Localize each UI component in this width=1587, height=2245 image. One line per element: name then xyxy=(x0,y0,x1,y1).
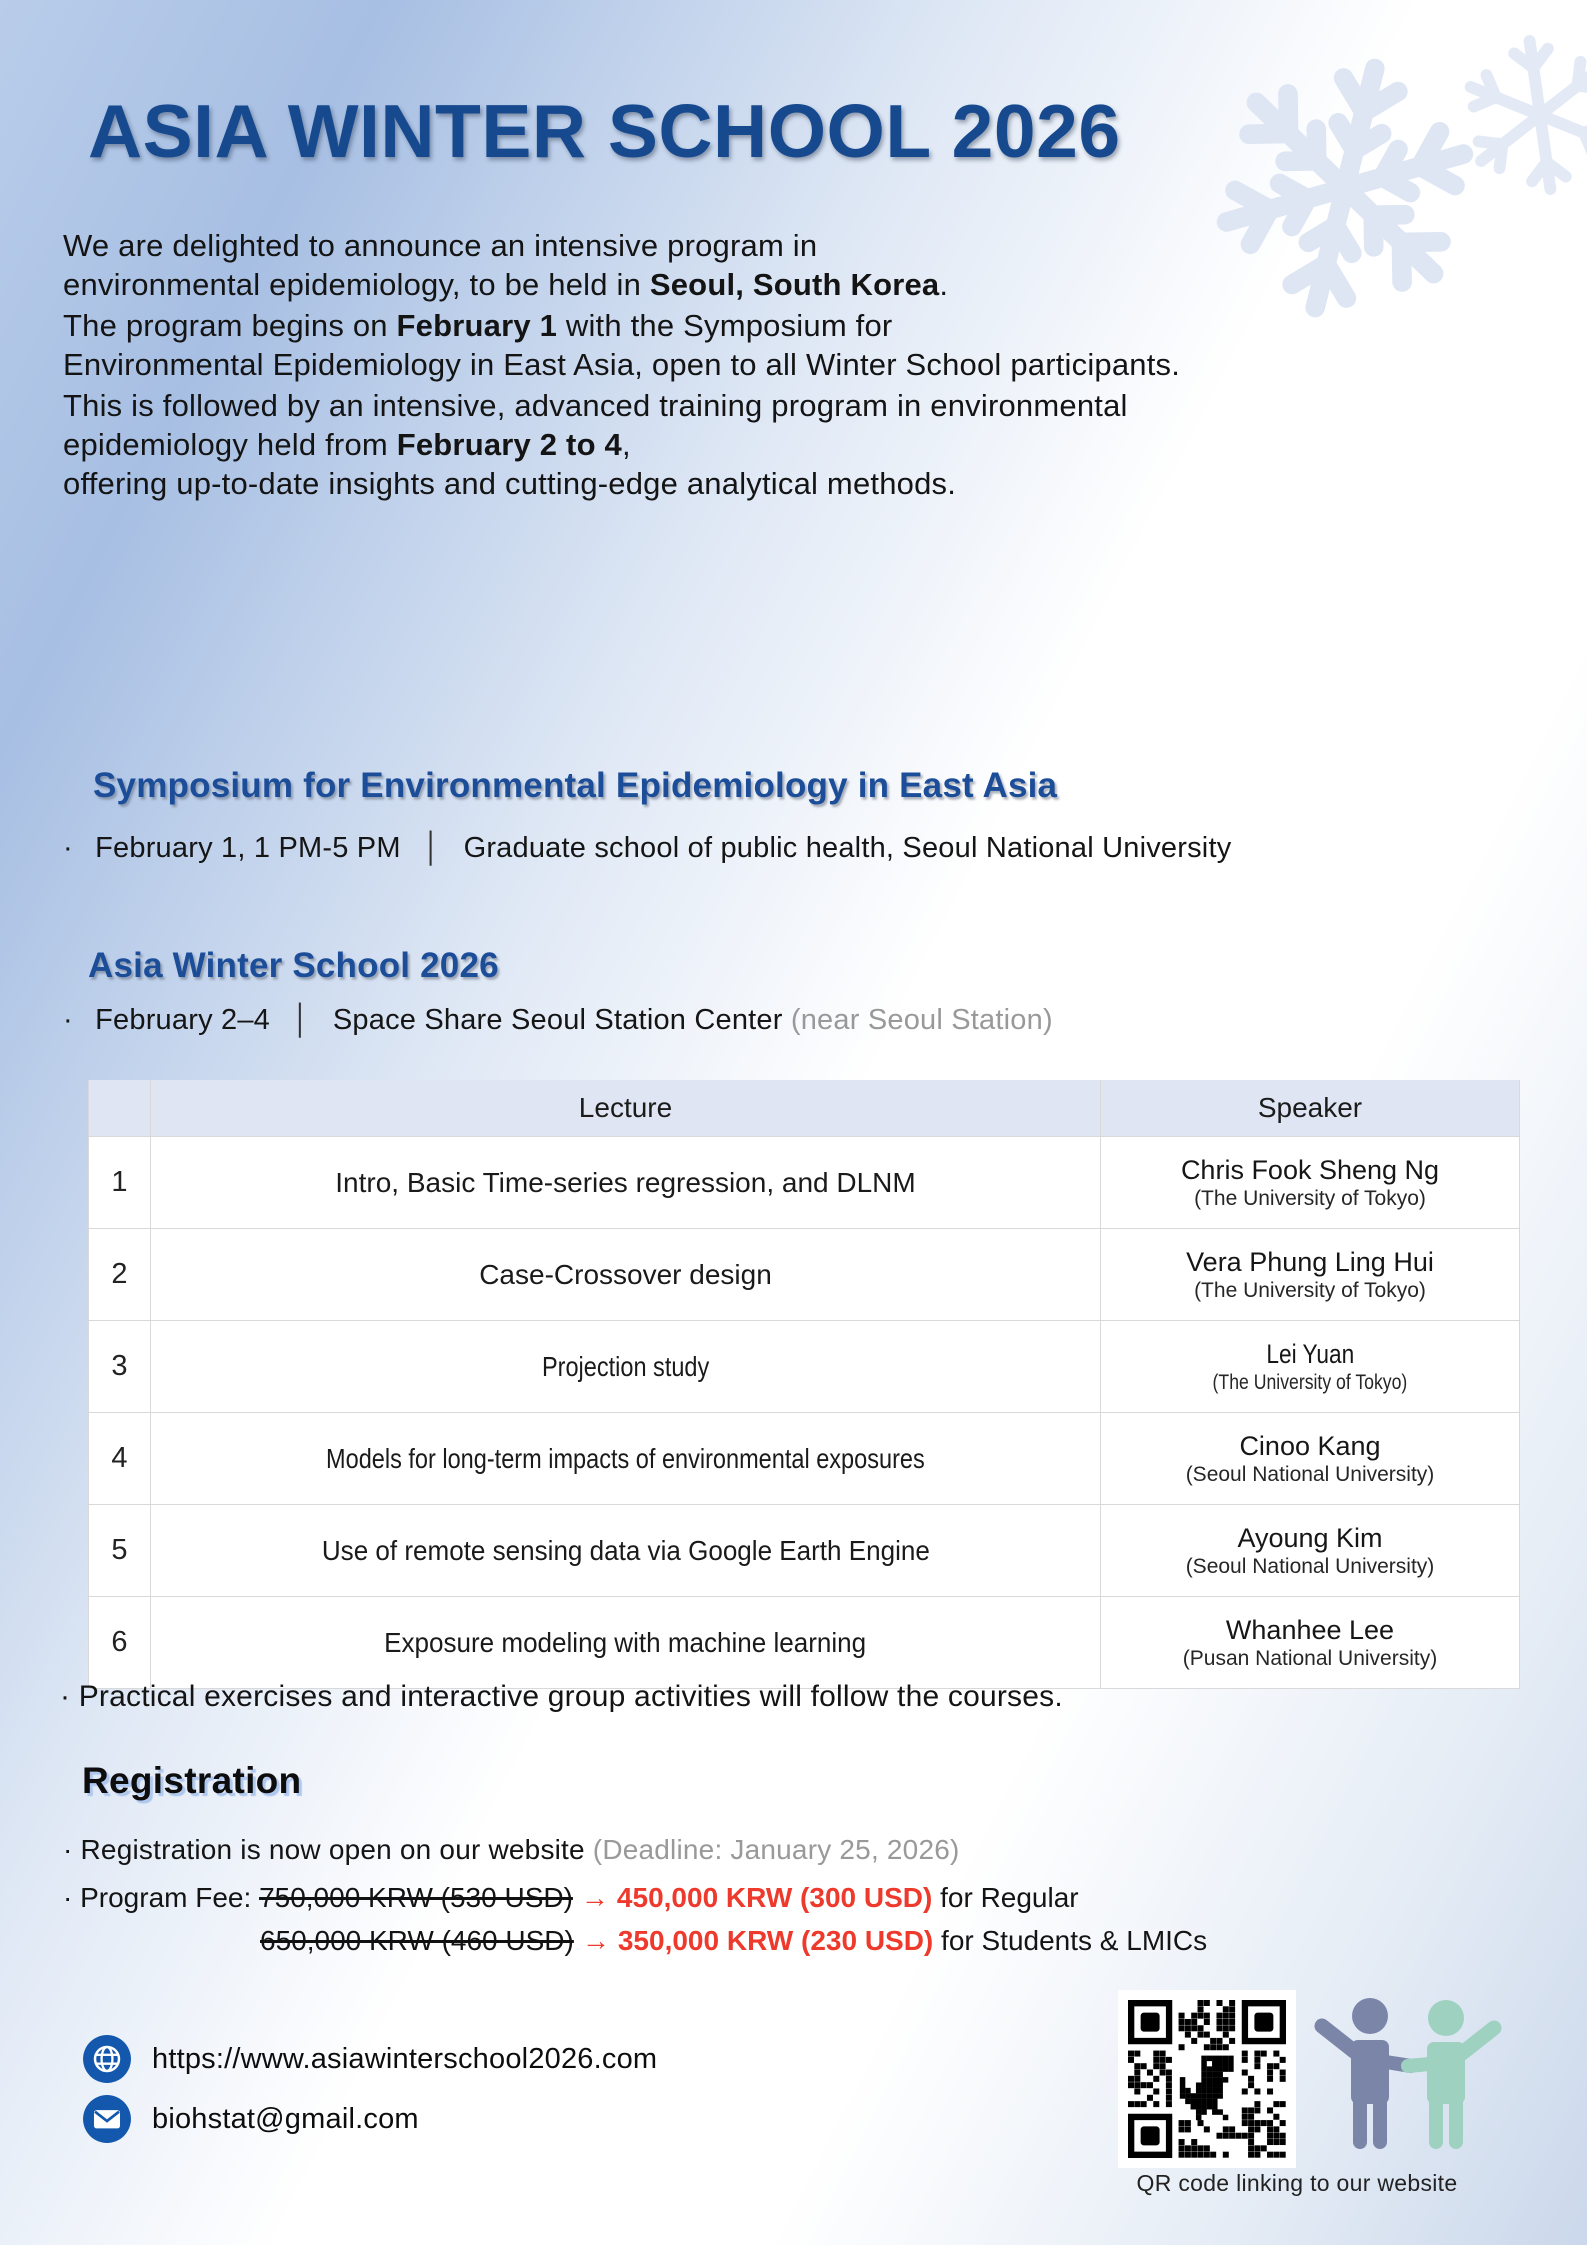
registration-open-text: · Registration is now open on our website xyxy=(63,1834,593,1865)
speaker-affiliation: (Seoul National University) xyxy=(1185,1554,1435,1578)
website-link[interactable]: https://www.asiawinterschool2026.com xyxy=(152,2042,658,2075)
winter-school-date: February 2–4 xyxy=(95,1004,271,1036)
lecture-title: Exposure modeling with machine learning xyxy=(384,1626,867,1658)
row-num: 6 xyxy=(89,1597,151,1689)
intro-p3-b: epidemiology held from xyxy=(63,427,397,462)
table-row xyxy=(89,1137,1520,1229)
winter-school-venue: Space Share Seoul Station Center xyxy=(332,1004,791,1036)
lecture-title: Use of remote sensing data via Google Earth Engine xyxy=(321,1534,930,1566)
qr-code-image xyxy=(1128,2000,1286,2158)
intro-p1-line2a: environmental epidemiology, to be held in xyxy=(63,267,650,302)
table-note: · Practical exercises and interactive group activities will follow the courses. xyxy=(60,1680,1063,1713)
speaker-name: Ayoung Kim xyxy=(1237,1522,1383,1553)
registration-heading: Registration xyxy=(82,1760,302,1801)
intro-p3-comma: , xyxy=(621,427,631,462)
fee-label: · Program Fee: xyxy=(63,1882,260,1913)
winter-school-venue-note: (near Seoul Station) xyxy=(790,1004,1053,1036)
winter-school-heading: Asia Winter School 2026 xyxy=(88,946,499,985)
table-row xyxy=(89,1413,1520,1505)
table-row xyxy=(89,1321,1520,1413)
symposium-date: February 1, 1 PM-5 PM xyxy=(95,832,401,864)
row-num: 3 xyxy=(89,1321,151,1413)
intro-p2-a: The program begins on xyxy=(63,308,397,343)
qr-code xyxy=(1118,1990,1296,2168)
page-title: ASIA WINTER SCHOOL 2026 xyxy=(88,89,1121,173)
fee-new-regular: 450,000 KRW (300 USD) xyxy=(616,1882,933,1913)
lecture-title: Case-Crossover design xyxy=(479,1258,772,1290)
speaker-affiliation: (The University of Tokyo) xyxy=(1194,1186,1426,1210)
people-handshake-icon xyxy=(1308,1996,1508,2161)
speaker-name: Whanhee Lee xyxy=(1225,1614,1395,1645)
intro-p2-line2: Environmental Epidemiology in East Asia, open to all Winter School participants. xyxy=(63,347,1181,382)
table-row xyxy=(89,1597,1520,1689)
table-row xyxy=(89,1229,1520,1321)
row-num: 5 xyxy=(89,1505,151,1597)
header-lecture: Lecture xyxy=(151,1080,1101,1137)
fee-audience-students: for Students & LMICs xyxy=(933,1925,1208,1956)
lecture-title: Models for long-term impacts of environmental exposures xyxy=(326,1442,925,1474)
intro-p2-date: February 1 xyxy=(396,308,558,343)
arrow-icon: → xyxy=(581,1925,610,1956)
separator-bar: │ xyxy=(292,1004,311,1036)
winter-school-detail xyxy=(63,1004,1053,1037)
speaker-affiliation: (Pusan National University) xyxy=(1182,1646,1438,1670)
intro-p2-c: with the Symposium for xyxy=(557,308,893,343)
intro-p3-line1: This is followed by an intensive, advanced training program in environmental xyxy=(63,388,1128,423)
fee-old-regular: 750,000 KRW (530 USD) xyxy=(259,1882,573,1913)
intro-p1-period: . xyxy=(939,267,949,302)
lecture-table xyxy=(88,1080,1520,1689)
fee-row-students xyxy=(260,1919,1207,1962)
speaker-affiliation: (The University of Tokyo) xyxy=(1194,1278,1426,1302)
header-num xyxy=(89,1080,151,1137)
email-link[interactable]: biohstat@gmail.com xyxy=(152,2102,419,2135)
speaker-name: Cinoo Kang xyxy=(1239,1430,1381,1461)
row-num: 2 xyxy=(89,1229,151,1321)
row-num: 4 xyxy=(89,1413,151,1505)
intro-paragraph-1 xyxy=(63,226,948,304)
intro-paragraph-3 xyxy=(63,386,1128,503)
qr-caption: QR code linking to our website xyxy=(1136,2170,1458,2196)
speaker-affiliation: (Seoul National University) xyxy=(1185,1462,1435,1486)
program-fee xyxy=(63,1876,1207,1962)
registration-open-line xyxy=(63,1834,960,1866)
website-row xyxy=(82,2034,657,2084)
registration-deadline: (Deadline: January 25, 2026) xyxy=(592,1834,960,1865)
speaker-name: Vera Phung Ling Hui xyxy=(1186,1246,1434,1277)
bullet-dot: · xyxy=(63,832,73,864)
intro-p3-line3: offering up-to-date insights and cutting-edge analytical methods. xyxy=(63,466,957,501)
speaker-affiliation: (The University of Tokyo) xyxy=(1212,1370,1408,1394)
separator-bar: │ xyxy=(422,832,442,864)
fee-new-students: 350,000 KRW (230 USD) xyxy=(617,1925,934,1956)
email-row xyxy=(82,2094,419,2144)
speaker-name: Chris Fook Sheng Ng xyxy=(1180,1154,1440,1185)
intro-p1-location: Seoul, South Korea xyxy=(649,267,940,302)
table-row xyxy=(89,1505,1520,1597)
fee-old-students: 650,000 KRW (460 USD) xyxy=(260,1925,574,1956)
fee-audience-regular: for Regular xyxy=(932,1882,1079,1913)
table-header-row xyxy=(89,1080,1520,1137)
intro-p1-line1: We are delighted to announce an intensive program in xyxy=(63,228,818,263)
speaker-name: Lei Yuan xyxy=(1266,1338,1354,1369)
bullet-dot: · xyxy=(63,1004,73,1036)
arrow-icon: → xyxy=(580,1882,609,1913)
mail-icon xyxy=(82,2094,132,2144)
symposium-detail xyxy=(63,832,1231,865)
lecture-title: Projection study xyxy=(541,1350,710,1382)
globe-icon xyxy=(82,2034,132,2084)
intro-paragraph-2 xyxy=(63,306,1180,384)
intro-p3-dates: February 2 to 4 xyxy=(396,427,622,462)
row-num: 1 xyxy=(89,1137,151,1229)
fee-row-regular xyxy=(63,1876,1207,1919)
symposium-venue: Graduate school of public health, Seoul National University xyxy=(463,832,1232,864)
header-speaker: Speaker xyxy=(1101,1080,1520,1137)
symposium-heading: Symposium for Environmental Epidemiology in East Asia xyxy=(93,766,1058,805)
lecture-title: Intro, Basic Time-series regression, and DLNM xyxy=(335,1166,916,1198)
